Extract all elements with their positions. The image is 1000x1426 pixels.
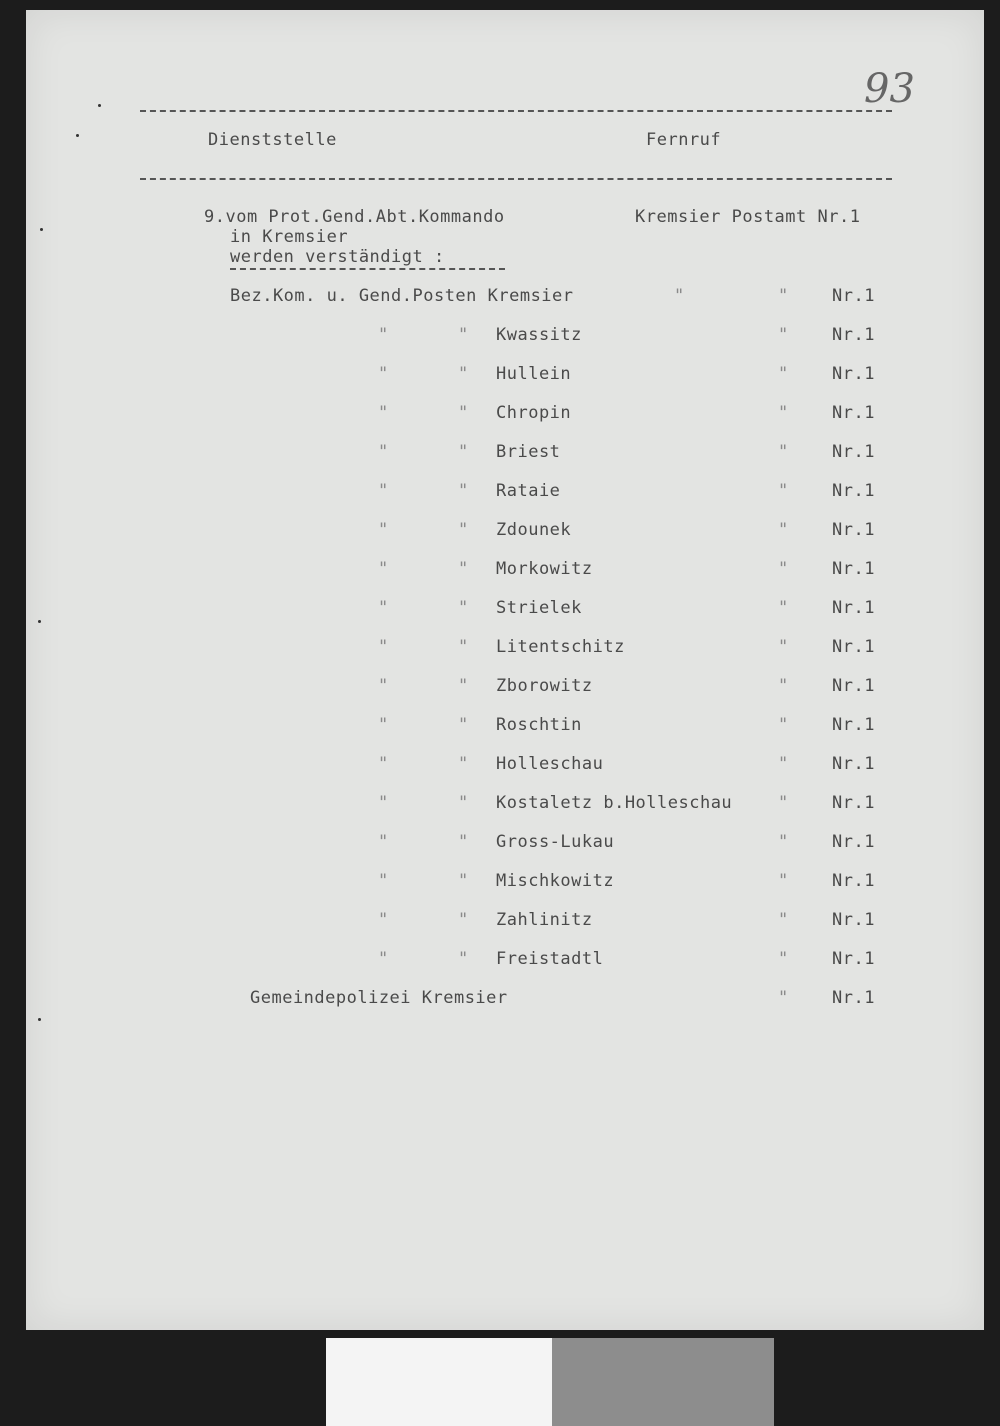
margin-mark <box>76 134 79 137</box>
row-ditto-1: " <box>378 325 389 345</box>
row-ditto-1: " <box>378 442 389 462</box>
row-number: Nr.1 <box>832 754 875 774</box>
row-ditto-1: " <box>378 676 389 696</box>
row-ditto-3: " <box>778 403 789 423</box>
row-place: Litentschitz <box>496 637 625 657</box>
row-ditto-1: " <box>378 403 389 423</box>
row-ditto-2: " <box>458 949 469 969</box>
row-ditto-3: " <box>778 949 789 969</box>
margin-mark <box>38 620 41 623</box>
row-ditto-3: " <box>778 598 789 618</box>
row-number: Nr.1 <box>832 325 875 345</box>
first-row-office: Bez.Kom. u. Gend.Posten Kremsier <box>230 286 574 306</box>
row-number: Nr.1 <box>832 598 875 618</box>
row-place: Roschtin <box>496 715 582 735</box>
row-ditto-2: " <box>458 871 469 891</box>
header-rule <box>140 178 892 180</box>
row-place: Zborowitz <box>496 676 593 696</box>
top-rule <box>140 110 892 112</box>
row-number: Nr.1 <box>832 949 875 969</box>
row-ditto-1: " <box>378 871 389 891</box>
row-ditto-2: " <box>458 403 469 423</box>
row-number: Nr.1 <box>832 910 875 930</box>
row-ditto-3: " <box>778 754 789 774</box>
row-place: Hullein <box>496 364 572 384</box>
row-ditto-2: " <box>458 832 469 852</box>
row-ditto-1: " <box>378 754 389 774</box>
row-number: Nr.1 <box>832 559 875 579</box>
row-place: Gross-Lukau <box>496 832 615 852</box>
last-row-ditto: " <box>778 988 789 1008</box>
row-ditto-2: " <box>458 715 469 735</box>
row-ditto-2: " <box>458 910 469 930</box>
row-place: Kwassitz <box>496 325 582 345</box>
row-place: Freistadtl <box>496 949 604 969</box>
row-ditto-2: " <box>458 364 469 384</box>
entry-line-3: werden verständigt : <box>230 248 505 270</box>
row-ditto-1: " <box>378 559 389 579</box>
row-ditto-1: " <box>378 481 389 501</box>
row-place: Morkowitz <box>496 559 593 579</box>
row-ditto-1: " <box>378 715 389 735</box>
row-ditto-1: " <box>378 520 389 540</box>
row-ditto-3: " <box>778 793 789 813</box>
first-row-number: Nr.1 <box>832 286 875 306</box>
row-ditto-3: " <box>778 871 789 891</box>
row-ditto-2: " <box>458 676 469 696</box>
margin-mark <box>38 1018 41 1021</box>
row-ditto-3: " <box>778 832 789 852</box>
row-ditto-2: " <box>458 637 469 657</box>
row-number: Nr.1 <box>832 793 875 813</box>
row-place: Zahlinitz <box>496 910 593 930</box>
margin-mark <box>40 228 43 231</box>
row-ditto-2: " <box>458 481 469 501</box>
row-ditto-3: " <box>778 559 789 579</box>
row-ditto-2: " <box>458 793 469 813</box>
row-ditto-1: " <box>378 637 389 657</box>
entry-phone: Kremsier Postamt Nr.1 <box>635 207 861 227</box>
row-place: Kostaletz b.Holleschau <box>496 793 733 813</box>
row-ditto-1: " <box>378 793 389 813</box>
row-place: Rataie <box>496 481 561 501</box>
row-ditto-3: " <box>778 364 789 384</box>
row-number: Nr.1 <box>832 403 875 423</box>
header-phone: Fernruf <box>646 130 722 150</box>
row-place: Holleschau <box>496 754 604 774</box>
row-ditto-2: " <box>458 325 469 345</box>
row-ditto-1: " <box>378 910 389 930</box>
row-number: Nr.1 <box>832 442 875 462</box>
row-place: Mischkowitz <box>496 871 615 891</box>
document-page <box>26 10 984 1330</box>
row-number: Nr.1 <box>832 481 875 501</box>
header-office: Dienststelle <box>208 130 337 150</box>
row-number: Nr.1 <box>832 637 875 657</box>
calibration-strip-gray <box>552 1338 774 1426</box>
margin-mark <box>98 104 101 107</box>
entry-line-1: 9.vom Prot.Gend.Abt.Kommando <box>204 207 505 227</box>
row-ditto-1: " <box>378 598 389 618</box>
row-number: Nr.1 <box>832 364 875 384</box>
row-ditto-2: " <box>458 754 469 774</box>
entry-line-2: in Kremsier <box>230 227 349 247</box>
first-row-ditto-1: " <box>674 286 685 306</box>
row-ditto-3: " <box>778 325 789 345</box>
row-ditto-3: " <box>778 715 789 735</box>
first-row-ditto-2: " <box>778 286 789 306</box>
row-number: Nr.1 <box>832 520 875 540</box>
row-ditto-3: " <box>778 442 789 462</box>
row-ditto-3: " <box>778 481 789 501</box>
row-ditto-1: " <box>378 364 389 384</box>
row-number: Nr.1 <box>832 676 875 696</box>
row-ditto-3: " <box>778 520 789 540</box>
row-ditto-1: " <box>378 832 389 852</box>
row-place: Chropin <box>496 403 572 423</box>
row-ditto-2: " <box>458 559 469 579</box>
row-ditto-3: " <box>778 676 789 696</box>
page-number: 93 <box>864 66 915 112</box>
row-ditto-3: " <box>778 637 789 657</box>
row-place: Strielek <box>496 598 582 618</box>
last-row-office: Gemeindepolizei Kremsier <box>250 988 508 1008</box>
row-place: Zdounek <box>496 520 572 540</box>
row-ditto-2: " <box>458 598 469 618</box>
row-place: Briest <box>496 442 561 462</box>
row-number: Nr.1 <box>832 832 875 852</box>
row-ditto-3: " <box>778 910 789 930</box>
row-ditto-1: " <box>378 949 389 969</box>
last-row-number: Nr.1 <box>832 988 875 1008</box>
row-ditto-2: " <box>458 442 469 462</box>
row-number: Nr.1 <box>832 715 875 735</box>
row-ditto-2: " <box>458 520 469 540</box>
row-number: Nr.1 <box>832 871 875 891</box>
calibration-strip-white <box>326 1338 552 1426</box>
